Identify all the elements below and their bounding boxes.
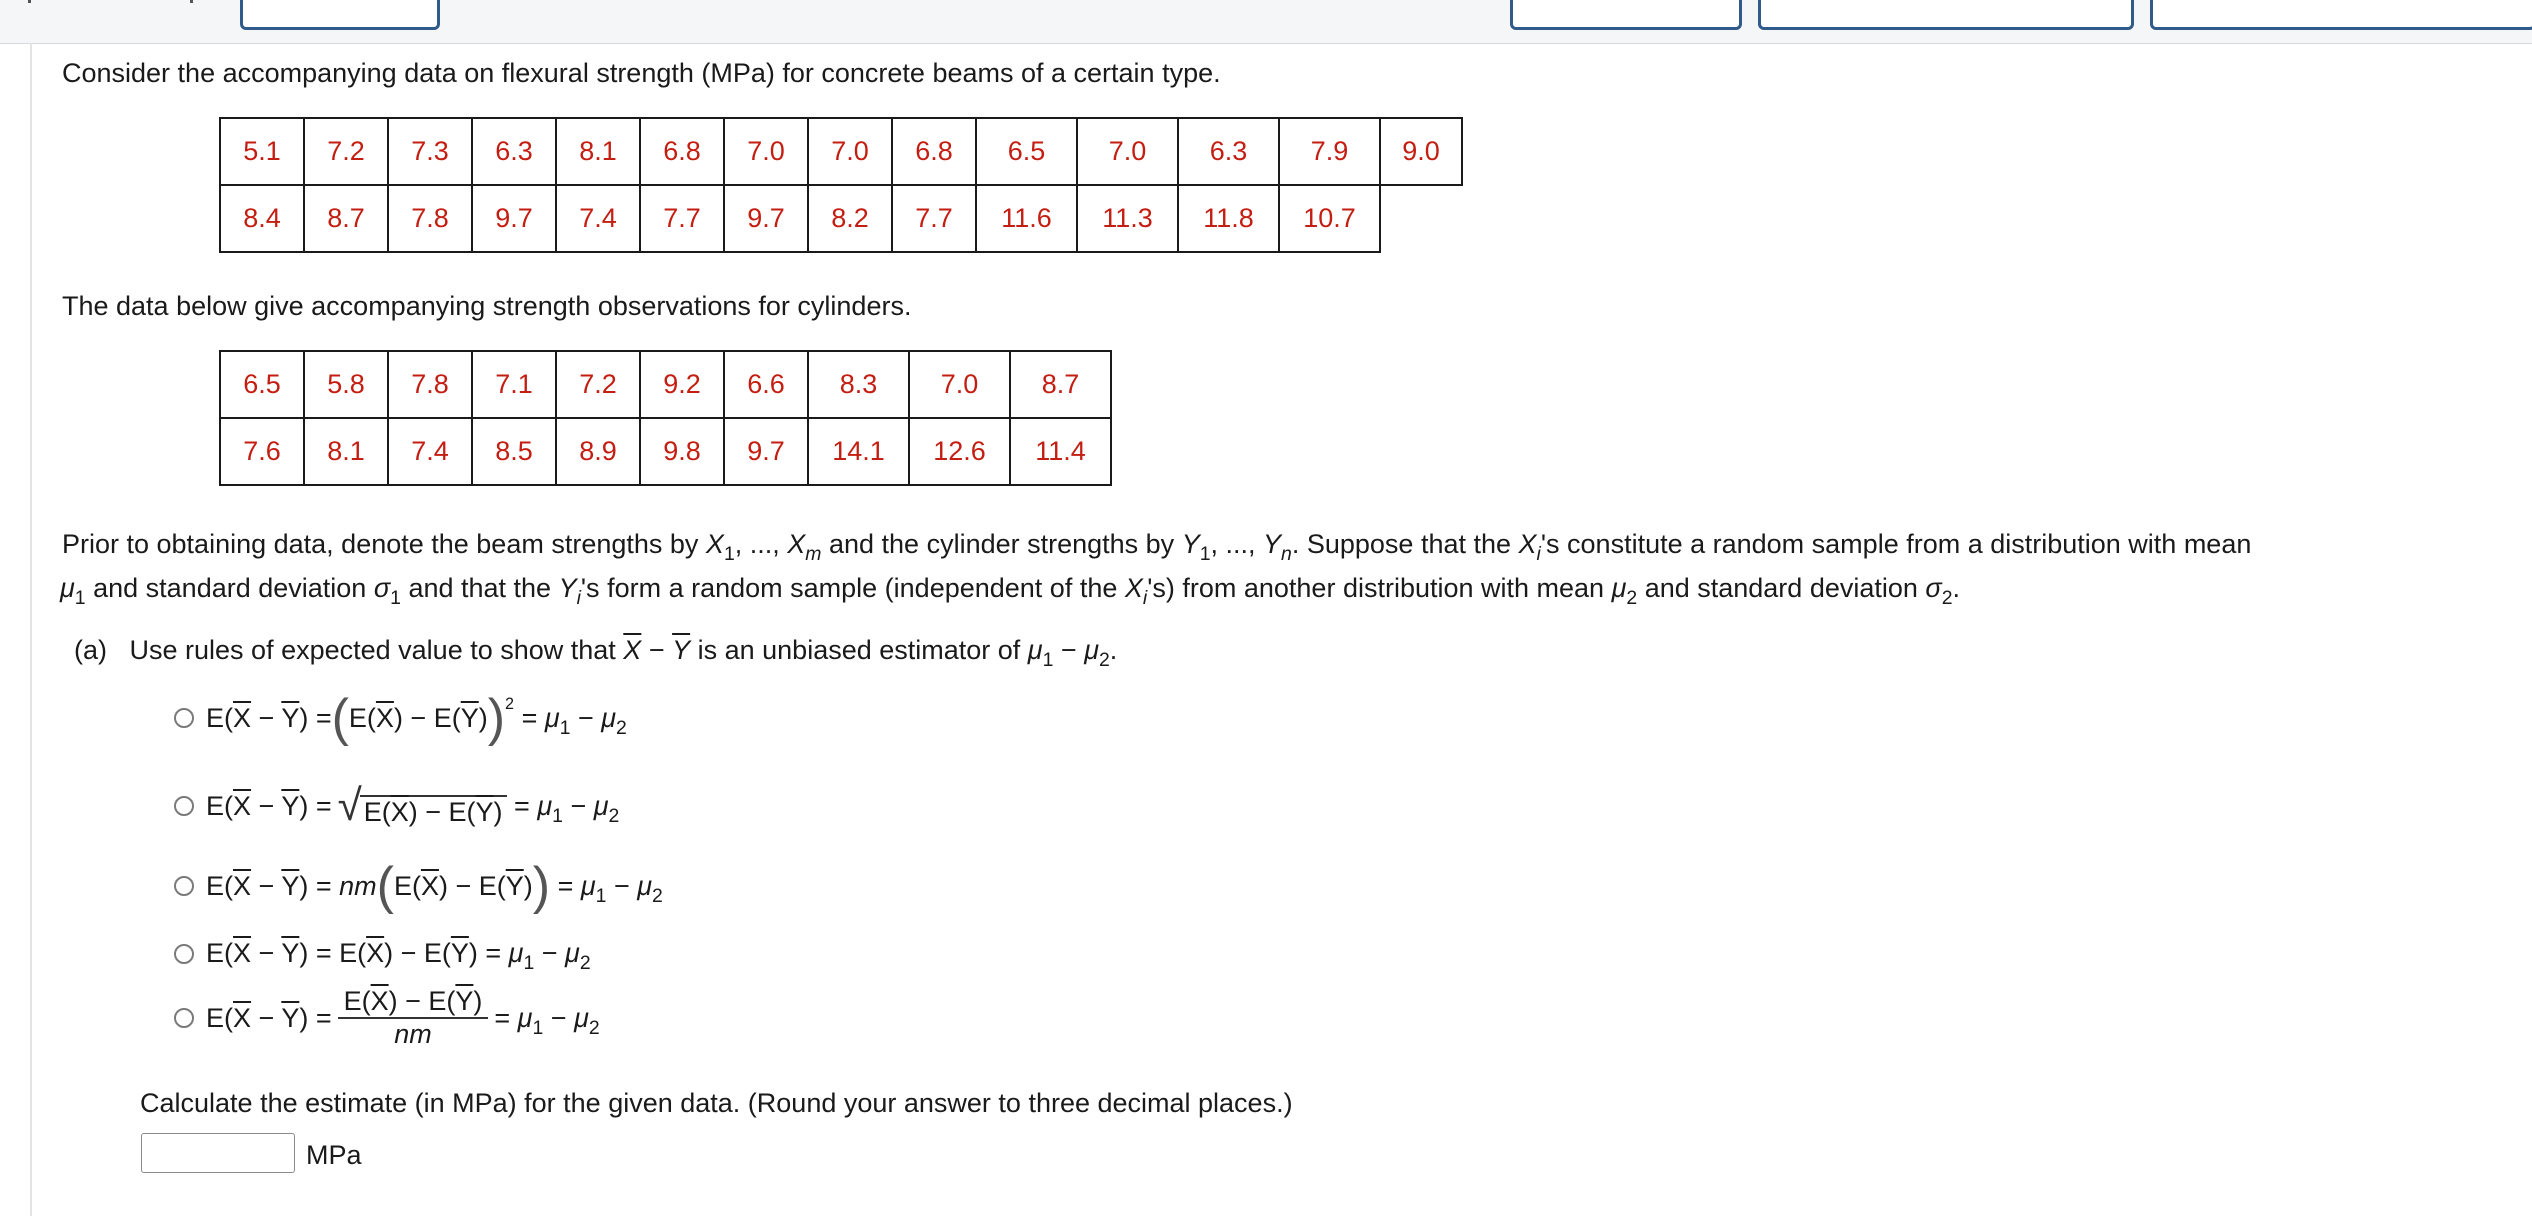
data-cell: 9.2 bbox=[640, 351, 724, 418]
radio-button[interactable] bbox=[174, 1008, 194, 1028]
data-cell: 7.6 bbox=[220, 418, 304, 485]
data-cell: 10.7 bbox=[1279, 185, 1380, 252]
data-cell: 8.2 bbox=[808, 185, 892, 252]
toolbar-button[interactable] bbox=[1758, 0, 2134, 30]
intro-text: Consider the accompanying data on flexural strength (MPa) for concrete beams of a certain type. bbox=[62, 58, 1221, 88]
beam-row-2 bbox=[220, 185, 1462, 252]
data-cell: 7.2 bbox=[304, 118, 388, 185]
data-cell: 5.8 bbox=[304, 351, 388, 418]
option-3[interactable]: $E(\overline{X} - \overline{Y})$ = nm ( $E(\overline{X}) - E(\overline{Y})$ ) = $\mu_1 - \mu_2$ bbox=[174, 860, 663, 912]
data-cell: 8.7 bbox=[304, 185, 388, 252]
option-1[interactable]: $E(\overline{X} - \overline{Y})$ = ( $E(\overline{X}) - E(\overline{Y})$ ) $^2$ = $\mu_1 - \mu_2$ bbox=[174, 692, 627, 744]
data-cell: 6.6 bbox=[724, 351, 808, 418]
data-cell: 14.1 bbox=[808, 418, 909, 485]
part-a-prompt: (a) Use rules of expected value to show that $\overline{X} - \overline{Y}$ is an unbiased estimator of $\mu_1 - \mu_2$. bbox=[74, 635, 1118, 671]
data-cell: 7.0 bbox=[1077, 118, 1178, 185]
data-cell: 5.1 bbox=[220, 118, 304, 185]
part-a-label: (a) bbox=[74, 635, 107, 665]
radio-button[interactable] bbox=[174, 708, 194, 728]
top-toolbar bbox=[0, 0, 2532, 44]
data-cell: 9.0 bbox=[1380, 118, 1462, 185]
cylinder-data-table bbox=[219, 350, 1112, 486]
data-cell: 7.0 bbox=[724, 118, 808, 185]
option-4[interactable]: $E(\overline{X} - \overline{Y}) = E(\overline{X}) - E(\overline{Y}) = \mu_1 - \mu_2$ bbox=[174, 938, 591, 969]
data-cell: 7.7 bbox=[892, 185, 976, 252]
beam-row-1 bbox=[220, 118, 1462, 185]
prior-line-2: $\mu_1$ and standard deviation $\sigma_1$ and that the $Y_i's$ form a random sample (independent of the $X_i's$) from another distribution with mean $\mu_2$ and standard deviation $\sigma_2$. bbox=[60, 573, 1961, 609]
data-cell: 7.0 bbox=[909, 351, 1010, 418]
data-cell: 7.0 bbox=[808, 118, 892, 185]
data-cell: 9.7 bbox=[724, 185, 808, 252]
data-cell: 12.6 bbox=[909, 418, 1010, 485]
radio-button[interactable] bbox=[174, 796, 194, 816]
data-cell: 8.4 bbox=[220, 185, 304, 252]
data-cell: 7.4 bbox=[388, 418, 472, 485]
data-cell: 8.1 bbox=[304, 418, 388, 485]
data-cell: 7.8 bbox=[388, 351, 472, 418]
data-cell: 6.3 bbox=[472, 118, 556, 185]
data-cell: 7.8 bbox=[388, 185, 472, 252]
toolbar-mark bbox=[190, 0, 193, 3]
toolbar-mark bbox=[28, 0, 31, 3]
beam-data-table bbox=[219, 117, 1463, 253]
data-cell: 11.6 bbox=[976, 185, 1077, 252]
data-cell: 6.8 bbox=[892, 118, 976, 185]
data-cell: 8.7 bbox=[1010, 351, 1111, 418]
data-cell: 8.1 bbox=[556, 118, 640, 185]
prior-paragraph bbox=[62, 522, 2522, 610]
data-cell: 11.4 bbox=[1010, 418, 1111, 485]
left-rule bbox=[30, 43, 32, 1216]
toolbar-button[interactable] bbox=[240, 0, 440, 30]
data-cell: 8.9 bbox=[556, 418, 640, 485]
cylinder-row-1 bbox=[220, 351, 1111, 418]
calc-prompt: Calculate the estimate (in MPa) for the given data. (Round your answer to three decimal places.) bbox=[140, 1088, 1293, 1118]
data-cell: 8.5 bbox=[472, 418, 556, 485]
toolbar-button[interactable] bbox=[2150, 0, 2532, 30]
data-cell: 6.3 bbox=[1178, 118, 1279, 185]
radio-button[interactable] bbox=[174, 876, 194, 896]
data-cell: 7.7 bbox=[640, 185, 724, 252]
data-cell: 7.1 bbox=[472, 351, 556, 418]
data-cell: 7.9 bbox=[1279, 118, 1380, 185]
data-cell: 11.8 bbox=[1178, 185, 1279, 252]
data-cell: 7.4 bbox=[556, 185, 640, 252]
toolbar-button[interactable] bbox=[1510, 0, 1742, 30]
data-cell: 6.5 bbox=[976, 118, 1077, 185]
data-cell: 8.3 bbox=[808, 351, 909, 418]
data-cell: 11.3 bbox=[1077, 185, 1178, 252]
cylinder-row-2 bbox=[220, 418, 1111, 485]
data-cell: 9.8 bbox=[640, 418, 724, 485]
cylinder-intro-text: The data below give accompanying strength observations for cylinders. bbox=[62, 291, 912, 321]
option-5[interactable]: $E(\overline{X} - \overline{Y})$ = $\frac{E(\overline{X}) - E(\overline{Y})}{nm}$ = $\mu_1 - \mu_2$ bbox=[174, 986, 600, 1050]
option-2[interactable]: $E(\overline{X} - \overline{Y})$ = √ $E(\overline{X}) - E(\overline{Y})$ = $\mu_1 - \mu_2$ bbox=[174, 784, 619, 828]
data-cell: 7.2 bbox=[556, 351, 640, 418]
radio-button[interactable] bbox=[174, 944, 194, 964]
data-cell: 9.7 bbox=[472, 185, 556, 252]
data-cell: 6.5 bbox=[220, 351, 304, 418]
data-cell: 6.8 bbox=[640, 118, 724, 185]
data-cell: 7.3 bbox=[388, 118, 472, 185]
data-cell: 9.7 bbox=[724, 418, 808, 485]
prior-line-1: Prior to obtaining data, denote the beam strengths by $X_1$, ..., $X_m$ and the cylinder strengths by $Y_1$, ..., $Y_n$. Suppose that the $X_i's$ constitute a random sample from a distribution with mean bbox=[62, 529, 2252, 565]
answer-input[interactable] bbox=[141, 1133, 295, 1173]
answer-unit: MPa bbox=[306, 1140, 362, 1170]
